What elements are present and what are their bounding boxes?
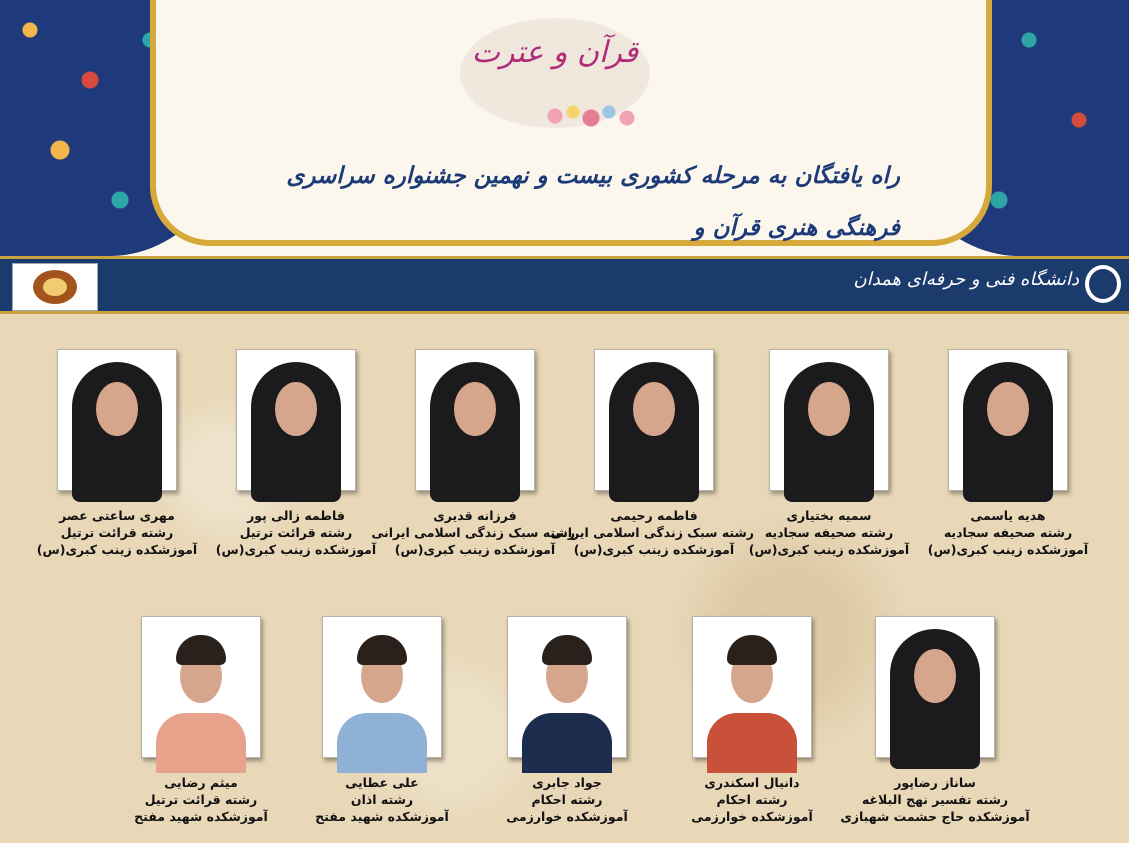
participant-name: فاطمه زالی پور (247, 508, 345, 523)
participant-school: آموزشکده زینب کبری(س) (573, 542, 735, 557)
participant-photo (948, 349, 1068, 491)
participant-name: دانیال اسکندری (704, 775, 800, 790)
headline-line-1: راه یافتگان به مرحله کشوری بیست و نهمین جشنواره سراسری فرهنگی هنری قرآن و (286, 162, 900, 241)
participant-card (908, 349, 1108, 558)
participant-card (652, 616, 852, 825)
participant-card (729, 349, 929, 558)
participant-field: رشته احکام (716, 792, 788, 807)
participant-name: مهری ساعتی عصر (59, 508, 175, 523)
participant-card (282, 616, 482, 825)
participant-photo (507, 616, 627, 758)
participant-field: رشته احکام (531, 792, 603, 807)
participant-name: فاطمه رحیمی (610, 508, 698, 523)
participant-field: رشته قرائت ترتیل (239, 525, 353, 540)
header-banner (0, 0, 1129, 256)
participant-school: آموزشکده زینب کبری(س) (215, 542, 377, 557)
participant-photo (594, 349, 714, 491)
flower-decoration (545, 98, 645, 132)
participant-card (467, 616, 667, 825)
participant-photo (415, 349, 535, 491)
participant-field: رشته قرائت ترتیل (144, 792, 258, 807)
participant-card (550, 349, 754, 558)
emblem-logo (12, 263, 98, 311)
participant-name: جواد جابری (532, 775, 602, 790)
participant-field: رشته سبک زندگی اسلامی ایرانی (550, 525, 754, 540)
participant-card (17, 349, 217, 558)
participant-field: رشته سبک زندگی اسلامی ایرانی (371, 525, 575, 540)
participant-name: هدیه یاسمی (970, 508, 1046, 523)
participant-photo (692, 616, 812, 758)
participant-field: رشته قرائت ترتیل (60, 525, 174, 540)
participant-school: آموزشکده خوارزمی (506, 809, 628, 824)
participant-card (371, 349, 575, 558)
participant-photo (236, 349, 356, 491)
participant-name: علی عطایی (345, 775, 419, 790)
participant-name: ساناز رضاپور (894, 775, 976, 790)
participant-school: آموزشکده زینب کبری(س) (394, 542, 556, 557)
participant-photo (769, 349, 889, 491)
participant-school: آموزشکده شهید مفتح (134, 809, 268, 824)
participant-school: آموزشکده حاج حشمت شهبازی (840, 809, 1030, 824)
participant-school: آموزشکده زینب کبری(س) (927, 542, 1089, 557)
university-logo-icon (1085, 265, 1121, 303)
participant-name: میثم رضایی (164, 775, 238, 790)
participant-photo (875, 616, 995, 758)
university-name: دانشگاه فنی و حرفه‌ای همدان (853, 269, 1079, 290)
participant-field: رشته صحیفه سجادیه (764, 525, 894, 540)
participant-photo (322, 616, 442, 758)
participant-school: آموزشکده زینب کبری(س) (36, 542, 198, 557)
festival-logo-text: قرآن و عترت (471, 35, 639, 70)
participant-card (101, 616, 301, 825)
participant-school: آموزشکده شهید مفتح (315, 809, 449, 824)
participant-field: رشته تفسیر نهج البلاغه (861, 792, 1009, 807)
participant-card (196, 349, 396, 558)
participant-field: رشته صحیفه سجادیه (943, 525, 1073, 540)
participant-field: رشته اذان (350, 792, 414, 807)
university-band (0, 256, 1129, 314)
participant-photo (57, 349, 177, 491)
participants-area (0, 314, 1129, 843)
participant-name: فرزانه قدیری (433, 508, 517, 523)
participant-card (835, 616, 1035, 825)
participant-photo (141, 616, 261, 758)
participant-school: آموزشکده زینب کبری(س) (748, 542, 910, 557)
participant-name: سمیه بختیاری (786, 508, 872, 523)
participant-school: آموزشکده خوارزمی (691, 809, 813, 824)
